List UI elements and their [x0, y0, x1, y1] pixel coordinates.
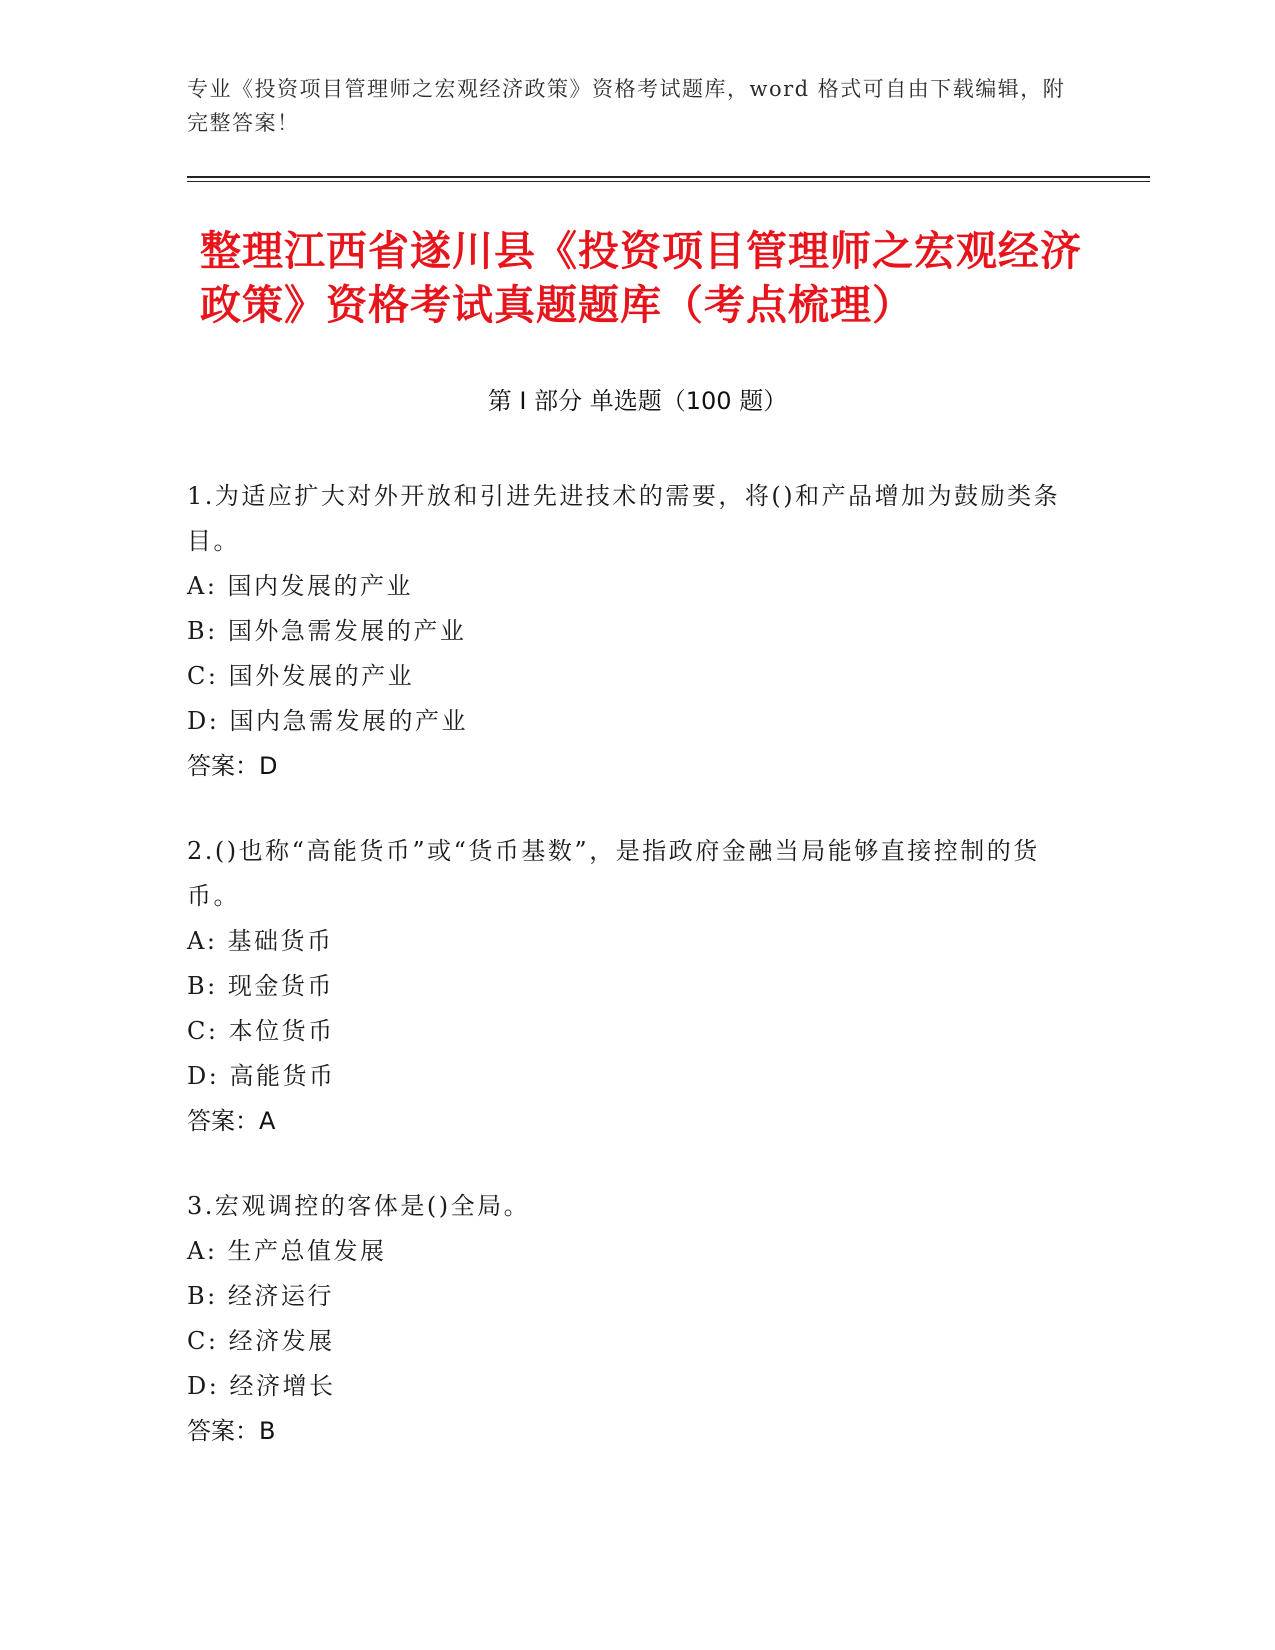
option-c: C: 本位货币	[187, 1017, 335, 1045]
question-stem: 2.()也称“高能货币”或“货币基数”，是指政府金融当局能够直接控制的货币。	[187, 837, 1040, 910]
question-3	[187, 1184, 1067, 1454]
question-1	[187, 474, 1067, 789]
answer: 答案：B	[187, 1417, 276, 1445]
option-d: D: 高能货币	[187, 1062, 336, 1090]
answer: 答案：A	[187, 1107, 276, 1135]
question-2	[187, 829, 1067, 1144]
question-stem: 1.为适应扩大对外开放和引进先进技术的需要，将()和产品增加为鼓励类条目。	[187, 482, 1061, 555]
option-c: C: 国外发展的产业	[187, 662, 415, 690]
section-title: 第 I 部分 单选题（100 题）	[487, 387, 788, 415]
option-b: B: 国外急需发展的产业	[187, 617, 467, 645]
header-rule-thin	[187, 181, 1150, 182]
header-note: 专业《投资项目管理师之宏观经济政策》资格考试题库，word 格式可自由下载编辑，附完整答案！	[187, 77, 1066, 135]
option-c: C: 经济发展	[187, 1327, 335, 1355]
option-a: A: 基础货币	[187, 927, 334, 955]
header-rule-thick	[187, 176, 1150, 178]
option-b: B: 现金货币	[187, 972, 334, 1000]
question-stem: 3.宏观调控的客体是()全局。	[187, 1192, 531, 1220]
option-d: D: 经济增长	[187, 1372, 336, 1400]
answer: 答案：D	[187, 752, 278, 780]
option-b: B: 经济运行	[187, 1282, 334, 1310]
option-a: A: 国内发展的产业	[187, 572, 414, 600]
document-title: 整理江西省遂川县《投资项目管理师之宏观经济政策》资格考试真题题库（考点梳理）	[200, 227, 1082, 329]
option-a: A: 生产总值发展	[187, 1237, 387, 1265]
option-d: D: 国内急需发展的产业	[187, 707, 468, 735]
question-list	[187, 474, 1067, 1494]
